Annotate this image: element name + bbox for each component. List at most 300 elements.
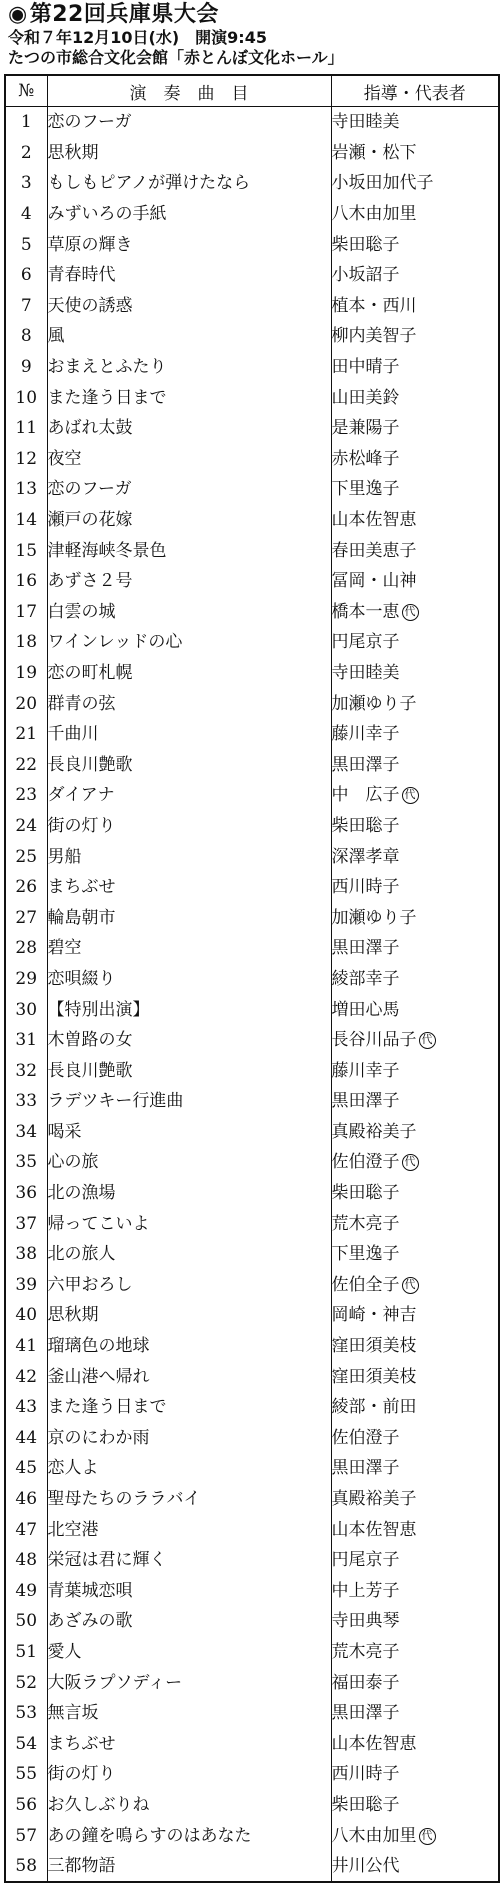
row-number: 57 [5,1820,47,1851]
leader-name: 八木由加里 [331,204,417,225]
table-row [5,321,499,352]
leader-cell [331,1423,499,1454]
row-number: 14 [5,505,47,536]
table-row [5,1055,499,1086]
row-number: 40 [5,1300,47,1331]
table-row [5,1728,499,1759]
table-row [5,749,499,780]
row-number: 31 [5,1025,47,1056]
leader-name: 円尾京子 [331,1550,400,1571]
song-title: 瑠璃色の地球 [47,1331,331,1362]
row-number: 21 [5,719,47,750]
song-title: 白雲の城 [47,597,331,628]
song-title: 大阪ラプソディー [47,1667,331,1698]
row-number: 44 [5,1423,47,1454]
song-title: 男船 [47,841,331,872]
song-title: ラデツキー行進曲 [47,1086,331,1117]
song-title: 長良川艶歌 [47,1055,331,1086]
leader-cell [331,291,499,322]
song-title: あの鐘を鳴らすのはあなた [47,1820,331,1851]
table-row [5,1025,499,1056]
leader-cell [331,1331,499,1362]
song-title: 青葉城恋唄 [47,1576,331,1607]
event-title-line [8,2,498,28]
leader-name: 藤川幸子 [331,724,400,745]
row-number: 15 [5,535,47,566]
leader-name: 赤松峰子 [331,448,400,469]
row-number: 49 [5,1576,47,1607]
leader-cell [331,1239,499,1270]
table-row [5,1667,499,1698]
table-row [5,352,499,383]
leader-cell [331,535,499,566]
row-number: 1 [5,107,47,138]
leader-cell [331,811,499,842]
song-title: 思秋期 [47,138,331,169]
leader-cell [331,260,499,291]
leader-name: 小坂詔子 [331,265,400,286]
song-title: 街の灯り [47,1759,331,1790]
leader-name: 黒田澤子 [331,938,400,959]
table-row [5,107,499,138]
table-row [5,535,499,566]
program-table [4,74,500,1883]
leader-name: 黒田澤子 [331,1091,400,1112]
leader-name: 春田美恵子 [331,540,417,561]
table-row [5,1392,499,1423]
row-number: 5 [5,229,47,260]
table-row [5,260,499,291]
leader-cell [331,1820,499,1851]
song-title: まちぶせ [47,872,331,903]
song-title: 帰ってこいよ [47,1208,331,1239]
leader-cell [331,382,499,413]
table-row [5,505,499,536]
leader-name: 橋本一恵 [331,601,400,622]
table-row [5,1361,499,1392]
row-number: 9 [5,352,47,383]
leader-name: 綾部幸子 [331,968,400,989]
row-number: 17 [5,597,47,628]
row-number: 18 [5,627,47,658]
leader-cell [331,780,499,811]
leader-name: 寺田睦美 [331,112,400,133]
leader-name: 中 広子 [331,785,400,806]
song-title: 釜山港へ帰れ [47,1361,331,1392]
leader-name: 是兼陽子 [331,418,400,439]
song-title: 津軽海峡冬景色 [47,535,331,566]
bullet-icon: ◉ [8,2,28,27]
leader-cell [331,229,499,260]
song-title: 恋のフーガ [47,107,331,138]
leader-cell [331,199,499,230]
leader-name: 山本佐智恵 [331,1519,417,1540]
table-row [5,1117,499,1148]
leader-name: 佐伯澄子 [331,1427,400,1448]
table-row [5,658,499,689]
event-header [8,2,498,68]
row-number: 55 [5,1759,47,1790]
song-title: 碧空 [47,933,331,964]
row-number: 37 [5,1208,47,1239]
leader-name: 深澤孝章 [331,846,400,867]
table-row [5,1453,499,1484]
table-row [5,719,499,750]
leader-name: 田中晴子 [331,357,400,378]
row-number: 43 [5,1392,47,1423]
leader-cell [331,1637,499,1668]
row-number: 22 [5,749,47,780]
table-row [5,291,499,322]
song-title: 長良川艶歌 [47,749,331,780]
leader-cell [331,1698,499,1729]
leader-cell [331,1055,499,1086]
leader-cell [331,1790,499,1821]
leader-name: 山本佐智恵 [331,510,417,531]
table-row [5,1851,499,1883]
leader-cell [331,1270,499,1301]
leader-cell [331,321,499,352]
song-title: 六甲おろし [47,1270,331,1301]
column-header-number: № [5,75,47,107]
leader-name: 長谷川品子 [331,1030,417,1051]
leader-name: 黒田澤子 [331,754,400,775]
song-title: ダイアナ [47,780,331,811]
song-title: 風 [47,321,331,352]
leader-name: 西川時子 [331,877,400,898]
row-number: 33 [5,1086,47,1117]
row-number: 52 [5,1667,47,1698]
leader-cell [331,413,499,444]
leader-name: 綾部・前田 [331,1397,417,1418]
row-number: 28 [5,933,47,964]
leader-cell [331,1178,499,1209]
row-number: 2 [5,138,47,169]
leader-name: 加瀬ゆり子 [331,907,417,928]
song-title: 輪島朝市 [47,902,331,933]
table-row [5,1820,499,1851]
leader-cell [331,1759,499,1790]
leader-name: 小坂田加代子 [331,173,434,194]
leader-name: 井川公代 [331,1856,400,1877]
event-date-line: 令和７年12月10日(水) 開演9:45 [8,28,267,47]
table-row [5,994,499,1025]
leader-name: 柴田聡子 [331,1183,400,1204]
leader-cell [331,1453,499,1484]
song-title: おまえとふたり [47,352,331,383]
song-title: また逢う日まで [47,382,331,413]
song-title: 愛人 [47,1637,331,1668]
table-row [5,902,499,933]
row-number: 51 [5,1637,47,1668]
leader-cell [331,719,499,750]
leader-cell [331,1300,499,1331]
song-title: 草原の輝き [47,229,331,260]
leader-cell [331,1117,499,1148]
table-row [5,199,499,230]
row-number: 58 [5,1851,47,1883]
leader-cell [331,1576,499,1607]
table-row [5,1270,499,1301]
song-title: 群青の弦 [47,688,331,719]
song-title: 【特別出演】 [47,994,331,1025]
row-number: 12 [5,444,47,475]
song-title: 栄冠は君に輝く [47,1545,331,1576]
leader-name: 真殿裕美子 [331,1121,417,1142]
leader-cell [331,1392,499,1423]
table-row [5,566,499,597]
table-row [5,1759,499,1790]
row-number: 26 [5,872,47,903]
song-title: 恋のフーガ [47,474,331,505]
leader-cell [331,688,499,719]
table-row [5,138,499,169]
song-title: 無言坂 [47,1698,331,1729]
leader-name: 寺田典琴 [331,1611,400,1632]
leader-cell [331,1484,499,1515]
leader-cell [331,841,499,872]
row-number: 10 [5,382,47,413]
row-number: 32 [5,1055,47,1086]
row-number: 7 [5,291,47,322]
table-row [5,1300,499,1331]
row-number: 34 [5,1117,47,1148]
song-title: 北の漁場 [47,1178,331,1209]
leader-cell [331,566,499,597]
song-title: 夜空 [47,444,331,475]
table-row [5,627,499,658]
leader-name: 福田泰子 [331,1672,400,1693]
leader-cell [331,107,499,138]
event-title: 第22回兵庫県大会 [29,2,219,27]
table-row [5,964,499,995]
song-title: もしもピアノが弾けたなら [47,168,331,199]
row-number: 11 [5,413,47,444]
row-number: 47 [5,1514,47,1545]
song-title: 恋の町札幌 [47,658,331,689]
row-number: 30 [5,994,47,1025]
song-title: 思秋期 [47,1300,331,1331]
leader-name: 寺田睦美 [331,662,400,683]
row-number: 24 [5,811,47,842]
row-number: 54 [5,1728,47,1759]
representative-badge: 代 [402,604,419,621]
leader-name: 山田美鈴 [331,387,400,408]
leader-name: 西川時子 [331,1764,400,1785]
leader-name: 中上芳子 [331,1580,400,1601]
leader-cell [331,994,499,1025]
song-title: みずいろの手紙 [47,199,331,230]
event-venue-line: たつの市総合文化会館「赤とんぼ文化ホール」 [8,48,344,67]
leader-cell [331,505,499,536]
leader-name: 荒木亮子 [331,1641,400,1662]
leader-cell [331,902,499,933]
song-title: あずさ２号 [47,566,331,597]
row-number: 46 [5,1484,47,1515]
row-number: 3 [5,168,47,199]
row-number: 6 [5,260,47,291]
song-title: 北の旅人 [47,1239,331,1270]
leader-cell [331,1851,499,1883]
song-title: 心の旅 [47,1147,331,1178]
row-number: 48 [5,1545,47,1576]
leader-name: 黒田澤子 [331,1458,400,1479]
leader-name: 佐伯全子 [331,1274,400,1295]
song-title: 瀬戸の花嫁 [47,505,331,536]
row-number: 41 [5,1331,47,1362]
table-row [5,382,499,413]
representative-badge: 代 [402,1277,419,1294]
song-title: 青春時代 [47,260,331,291]
leader-name: 窪田須美枝 [331,1366,417,1387]
table-row [5,841,499,872]
table-row [5,933,499,964]
song-title: 聖母たちのララバイ [47,1484,331,1515]
leader-cell [331,1025,499,1056]
row-number: 45 [5,1453,47,1484]
table-row [5,1545,499,1576]
leader-name: 柳内美智子 [331,326,417,347]
table-row [5,1698,499,1729]
table-header-row [5,75,499,107]
song-title: また逢う日まで [47,1392,331,1423]
row-number: 8 [5,321,47,352]
leader-name: 増田心馬 [331,999,400,1020]
row-number: 19 [5,658,47,689]
song-title: 木曽路の女 [47,1025,331,1056]
row-number: 38 [5,1239,47,1270]
leader-name: 柴田聡子 [331,815,400,836]
representative-badge: 代 [402,1154,419,1171]
song-title: 京のにわか雨 [47,1423,331,1454]
table-row [5,474,499,505]
leader-name: 柴田聡子 [331,234,400,255]
leader-name: 佐伯澄子 [331,1152,400,1173]
row-number: 53 [5,1698,47,1729]
song-title: あざみの歌 [47,1606,331,1637]
table-row [5,1331,499,1362]
leader-cell [331,1361,499,1392]
table-row [5,1514,499,1545]
representative-badge: 代 [419,1828,436,1845]
leader-name: 藤川幸子 [331,1060,400,1081]
leader-cell [331,1514,499,1545]
leader-cell [331,1208,499,1239]
leader-cell [331,474,499,505]
row-number: 29 [5,964,47,995]
leader-cell [331,658,499,689]
leader-cell [331,933,499,964]
leader-name: 岩瀬・松下 [331,142,417,163]
column-header-leader: 指導・代表者 [331,75,499,107]
table-row [5,1239,499,1270]
leader-cell [331,1606,499,1637]
representative-badge: 代 [402,787,419,804]
row-number: 13 [5,474,47,505]
row-number: 20 [5,688,47,719]
table-row [5,413,499,444]
song-title: 恋唄綴り [47,964,331,995]
leader-cell [331,964,499,995]
song-title: 天使の誘惑 [47,291,331,322]
leader-cell [331,1147,499,1178]
song-title: 千曲川 [47,719,331,750]
table-row [5,597,499,628]
table-row [5,444,499,475]
leader-cell [331,627,499,658]
leader-cell [331,1728,499,1759]
row-number: 16 [5,566,47,597]
leader-name: 荒木亮子 [331,1213,400,1234]
leader-name: 柴田聡子 [331,1794,400,1815]
program-rows [5,107,499,1883]
table-row [5,1637,499,1668]
table-row [5,1790,499,1821]
table-row [5,1208,499,1239]
leader-name: 真殿裕美子 [331,1489,417,1510]
row-number: 56 [5,1790,47,1821]
song-title: あばれ太鼓 [47,413,331,444]
leader-name: 山本佐智恵 [331,1733,417,1754]
representative-badge: 代 [419,1032,436,1049]
table-row [5,872,499,903]
leader-cell [331,168,499,199]
table-row [5,1423,499,1454]
table-row [5,811,499,842]
leader-name: 円尾京子 [331,632,400,653]
row-number: 39 [5,1270,47,1301]
leader-cell [331,352,499,383]
row-number: 35 [5,1147,47,1178]
leader-name: 植本・西川 [331,295,417,316]
row-number: 25 [5,841,47,872]
leader-name: 加瀬ゆり子 [331,693,417,714]
column-header-song: 演 奏 曲 目 [47,75,331,107]
song-title: 街の灯り [47,811,331,842]
song-title: お久しぶりね [47,1790,331,1821]
leader-name: 八木由加里 [331,1825,417,1846]
table-row [5,1086,499,1117]
table-row [5,1178,499,1209]
song-title: 三都物語 [47,1851,331,1883]
table-row [5,1484,499,1515]
leader-name: 下里逸子 [331,479,400,500]
leader-cell [331,1086,499,1117]
song-title: 喝采 [47,1117,331,1148]
table-row [5,168,499,199]
leader-cell [331,444,499,475]
leader-name: 黒田澤子 [331,1703,400,1724]
leader-cell [331,597,499,628]
table-row [5,229,499,260]
leader-cell [331,749,499,780]
song-title: まちぶせ [47,1728,331,1759]
leader-cell [331,138,499,169]
song-title: 北空港 [47,1514,331,1545]
leader-name: 窪田須美枝 [331,1336,417,1357]
row-number: 27 [5,902,47,933]
row-number: 23 [5,780,47,811]
table-row [5,1147,499,1178]
leader-name: 下里逸子 [331,1244,400,1265]
table-row [5,1576,499,1607]
row-number: 36 [5,1178,47,1209]
leader-cell [331,1667,499,1698]
table-row [5,688,499,719]
leader-name: 冨岡・山神 [331,571,417,592]
table-row [5,780,499,811]
song-title: 恋人よ [47,1453,331,1484]
